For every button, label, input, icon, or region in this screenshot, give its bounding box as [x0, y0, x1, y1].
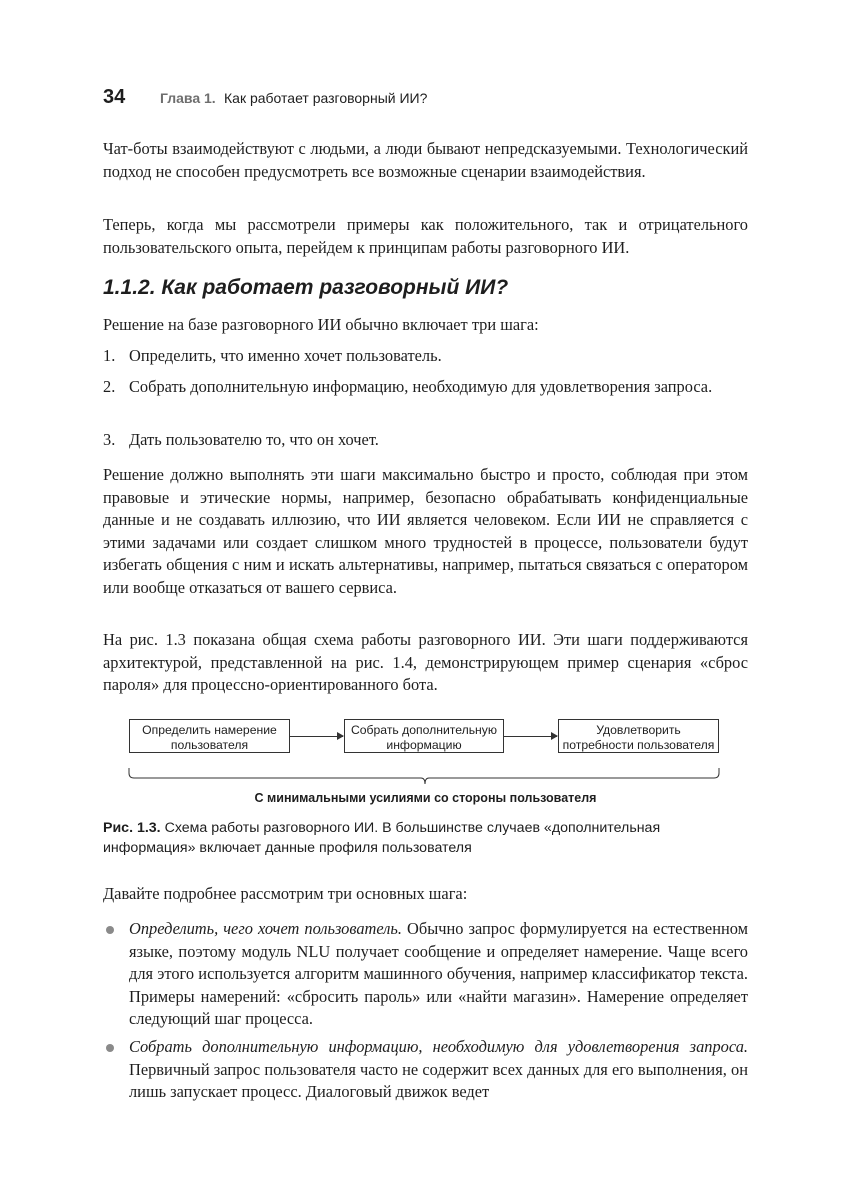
step-number: 2.	[103, 377, 116, 396]
bullet-emphasis: Собрать дополнительную информацию, необходимую для удовлетворения запроса.	[129, 1037, 748, 1056]
bullet-icon	[106, 1044, 114, 1052]
paragraph-requirements: Решение должно выполнять эти шаги максимально быстро и просто, соблюдая при этом правовые и этические нормы, например, безопасно обрабатывать конфиденциальные данные и не создавать иллюзию, что ИИ является человеком. Если ИИ не справляется с этими задачами или создает слишком много трудностей в процессе, пользователи будут избегать общения с ним и искать альтернативы, например, пытаться связаться с оператором или вообще отказаться от вашего сервиса.	[103, 465, 748, 597]
step-text: Собрать дополнительную информацию, необходимую для удовлетворения запроса.	[129, 377, 713, 396]
paragraph-transition: Теперь, когда мы рассмотрели примеры как положительного, так и отрицательного пользовательского опыта, перейдем к принципам работы разговорного ИИ.	[103, 215, 748, 257]
box-label-line: Удовлетворить	[596, 723, 681, 737]
diagram-box-collect-info	[344, 719, 504, 753]
caption-label: Рис. 1.3.	[103, 820, 161, 836]
bullet-emphasis: Определить, чего хочет пользователь.	[129, 919, 402, 938]
page-number: 34	[103, 86, 126, 108]
section-intro: Решение на базе разговорного ИИ обычно включает три шага:	[103, 315, 539, 334]
bullet-text	[129, 918, 748, 1031]
arrow-right-icon	[504, 736, 557, 737]
page-header	[103, 86, 748, 112]
brace-label: С минимальными усилиями со стороны пользователя	[254, 791, 597, 805]
brace-icon	[103, 766, 748, 792]
step-number: 1.	[103, 346, 116, 365]
box-label-line: потребности пользователя	[562, 738, 715, 752]
bullet-icon	[106, 926, 114, 934]
box-label-line: информацию	[386, 738, 462, 752]
chapter-title: Как работает разговорный ИИ?	[224, 90, 428, 106]
arrow-right-icon	[290, 736, 343, 737]
caption-text: Схема работы разговорного ИИ. В большинстве случаев «дополнительная информация» включает данные профиля пользователя	[103, 820, 661, 856]
bullet-body: Первичный запрос пользователя часто не содержит всех данных для его выполнения, он лишь запускает процесс. Диалоговый движок ведет	[129, 1059, 748, 1101]
paragraph-chatbots: Чат-боты взаимодействуют с людьми, а люди бывают непредсказуемыми. Технологический подход не способен предусмотреть все возможные сценарии взаимодействия.	[103, 139, 748, 181]
paragraph-details-intro: Давайте подробнее рассмотрим три основных шага:	[103, 884, 468, 903]
bullet-body: Обычно запрос формулируется на естественном языке, поэтому модуль NLU получает сообщение и определяет намерение. Чаще всего для этого используется алгоритм машинного обучения, например классификатор текста. Примеры намерений: «сбросить пароль» или «найти магазин». Намерение определяет следующий шаг процесса.	[129, 919, 748, 1028]
chapter-label: Глава 1.	[160, 90, 216, 106]
box-label-line: Собрать дополнительную	[350, 723, 498, 737]
box-label-line: пользователя	[170, 738, 249, 752]
step-text: Дать пользователю то, что он хочет.	[129, 430, 379, 449]
step-number: 3.	[103, 430, 116, 449]
bullet-text	[129, 1036, 748, 1104]
diagram-box-identify-intent	[129, 719, 290, 753]
step-text: Определить, что именно хочет пользователь.	[129, 346, 442, 365]
box-label-line: Определить намерение	[142, 723, 277, 737]
figure-diagram	[103, 712, 748, 812]
paragraph-figure-ref: На рис. 1.3 показана общая схема работы разговорного ИИ. Эти шаги поддерживаются архитектурой, представленной на рис. 1.4, демонстрирующем пример сценария «сброс пароля» для процессно-ориентированного бота.	[103, 630, 748, 694]
diagram-box-satisfy-needs	[558, 719, 719, 753]
section-heading: 1.1.2. Как работает разговорный ИИ?	[103, 276, 509, 299]
figure-caption	[103, 818, 748, 858]
